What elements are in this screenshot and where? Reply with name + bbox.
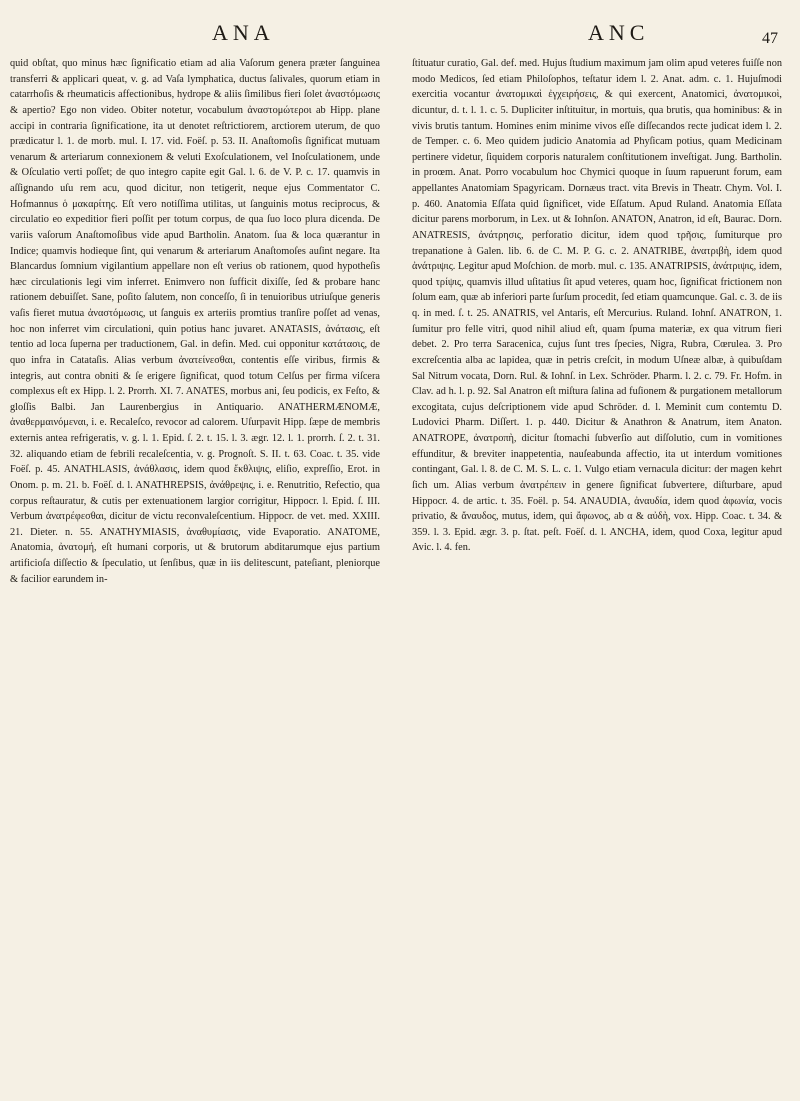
left-running-head: ANA <box>212 20 275 45</box>
page-number: 47 <box>762 30 778 47</box>
right-running-head: ANC <box>588 20 650 45</box>
right-text-column <box>412 56 782 1092</box>
right-column-text: ſtituatur curatio, Gal. def. med. Hujus ſtudium maximum jam olim apud veteres fuiſſe non modo Medicos, ſed etiam Philoſophos, teſtatur idem l. 2. Anat. adm. c. 1. Hujuſmodi exercitia vocantur ἀνατομικαὶ ἐγχειρήσεις, & qui exercent, Anatomici, ἀνατομικοὶ, dicuntur, d. t. l. 1. c. 5. Dupliciter inſtituitur, in mortuis, qua brutis, qua hominibus: & in vivis brutis tantum. Homines enim minime vivos eſſe diſſecandos recte judicat idem l. 2. de Temper. c. 6. Meo quidem judicio Anatomia ad Phyſicam potius, quam Medicinam pertinere videtur, ſiquidem corporis naturalem conſtitutionem inveſtigat. Jung. Bartholin. in proœm. Anat. Porro vocabulum hoc Chymici quoque in ſuum rapuerunt forum, eam appellantes Anatomiam Spagyricam. Dornæus tract. vita Brevis in Theatr. Chym. Vol. I. p. 460. Anatomia Eſſata quid ſignificet, vide Eſſatum. Apud Ruland. Anatomia Eſſata dicitur parens morborum, in Lex. ut & Iohnſon. ANATON, Anatron, id eſt, Baurac. Dorn. ANATRESIS, ἀνάτρησις, perforatio dicitur, idem quod τρῆσις, ſumiturque pro trepanatione à Galen. lib. 6. de C. M. P. G. c. 2. ANATRIBE, ἀνατριβὴ, idem quod ἀνάτριψις. Legitur apud Moſchion. de morb. mul. c. 135. ANATRIPSIS, ἀνάτριψις, idem, quod τρίψις, quamvis illud uſitatius ſit apud veteres, quam hoc, ſignificat frictionem non ſolum eam, quæ ab inferiori parte ſurſum procedit, ſed etiam quamcunque. Gal. c. 3. de iis q. in med. ſ. t. 25. ANATRIS, vel Antaris, eſt Mercurius. Ruland. Iohnſ. ANATRON, 1. ſumitur pro felle vitri, quod nihil aliud eſt, quam ſpuma materiæ, ex qua vitrum fieri debet. 2. Pro terra Saracenica, cujus ſunt tres ſpecies, Nigra, Rubra, Cœrulea. 3. Pro excreſcentia alba ac lapidea, quæ in petris creſcit, in modum Uſneæ albæ, à quibuſdam Sal Nitrum vocata, Dorn. Rul. & Iohnſ. in Lex. Schröder. Pharm. l. 2. c. 79. Fr. Hofm. in Clav. ad h. l. p. 92. Sal Anatron eſt miſtura ſalina ad fuſionem & purgationem metallorum excogitata, cujus deſcriptionem vide apud Schröder. d. l. Meminit cum contemtu D. Ludovici Pharm. Diſſert. 1. p. 440. Dicitur & Anathron & Anatrum, item Anaton. ANATROPE, ἀνατροπὴ, dicitur ſtomachi ſubverſio aut diſſolutio, cum in vomitiones effunditur, & breviter inappetentia, nauſeabunda affectio, ita ut interdum vomitiones contingant, Gal. l. 8. de C. M. S. L. c. 1. Vulgo etiam vernacula dicitur: der magen kehrt ſich um. Alias verbum ἀνατρέπειν in genere ſignificat ſubvertere, diſturbare, apud Hippocr. 4. de artic. t. 35. Foël. p. 54. ANAUDIA, ἀναυδία, idem quod ἀφωνία, vocis privatio, & ἄναυδος, mutus, idem, qui ἄφωνος, ab α & αὐδὴ, vox. Hipp. Coac. t. 34. & 359. l. 3. Epid. ægr. 3. p. ſtat. peſt. Foëſ. d. l. ANCHA, idem, quod Coxa, legitur apud Avic. l. 4. fen. <box>412 58 782 554</box>
left-column-text: quid obſtat, quo minus hæc ſignificatio etiam ad alia Vaſorum genera præter ſanguinea transferri & applicari queat, v. g. ad Vaſa lymphatica, ductus ſalivales, quorum etiam in catarrhoſis & rheumaticis affectionibus, hydrope & aliis ſimilibus fieri ſolet ἀναστόμωσις & apertio? Ego non video. Obiter notetur, vocabulum ἀναστομώτεροι ab Hipp. plane accipi in contraria ſignificatione, ita ut denotet reſtrictiorem, arctiorem uterum, de quo prædicatur l. 1. de morb. mul. I. 17. vid. Foëſ. p. 53. II. Anaſtomoſis ſignificat mutuam venarum & arteriarum connexionem & veluti Exoſculationem, vel Inoſculationem, unde & Oſculatio verti poſſet; de quo integro capite egit Gal. l. 6. de V. P. c. 17. quamvis in aſſignando uſu rem acu, quod dicitur, non tetigerit, neque ejus Commentator C. Hofmannus ὁ μακαρίτης. Eſt vero notiſſima utilitas, ut ſanguinis motus reciprocus, & circulatio eo expeditior fieri poſſit per totum corpus, de qua ſuo loco plura dicenda. De variis vaſorum Anaſtomoſibus vide apud Bartholin. Anatom. ſua & loca quærantur in Indice; quamvis hodieque ſint, qui venarum & arteriarum Anaſtomoſes auſint negare. Ita Blancardus ſomnium vigilantium appellare non eſt verius ob rationem, quod hypotheſis hæc circulationis legi vim inferret. Enimvero non ſufficit dixiſſe, ſed & probare hanc rationem debuiſſet. Sane, poſito ſalutem, non conceſſo, ſi in tenuioribus utriuſque generis vaſis fieret mutua ἀναστόμωσις, ut ſanguis ex arteriis promtius tranſire poſſet ad venas, hoc non inferret vim circulationi, quin potius hanc juvaret. ANATASIS, ἀνάτασις, eſt tentio ad loca ſuperna per traductionem, Gal. in defin. Med. cui opponitur κατάτασις, de quo infra in Catataſis. Alias verbum ἀνατείνεσθαι, contentis eſſe viribus, firmis & integris, aut contra obniti & ſe erigere ſignificat, quod totum Celſus per firma viſcera complexus eſt ex Hipp. l. 2. Prorrh. XI. 7. ANATES, morbus ani, ſeu podicis, ex Feſto, & gloſſis Balbi. Jan Laurenbergius in Antiquario. ANATHERMÆNOMÆ, ἀναθερμαινόμεναι, i. e. Recaleſco, revocor ad calorem. Uſurpavit Hipp. ſæpe de membris externis antea refrigeratis, v. g. l. 1. Epid. ſ. 2. t. 15. l. 3. ægr. 12. l. 1. prorrh. ſ. 2. t. 31. 32. aliquando etiam de febrili recaleſcentia, v. g. Prognoſt. S. II. t. 63. Coac. t. 35. vide Foëſ. p. 45. ANATHLASIS, ἀνάθλασις, idem quod ἔκθλιψις, eliſio, expreſſio, Erot. in Onom. p. m. 21. b. Foëſ. d. l. ANATHREPSIS, ἀνάθρεψις, i. e. Renutritio, Refectio, qua corpus reſtauratur, & cutis per extenuationem largior corrigitur, Hippocr. l. Epid. ſ. III. Verbum ἀνατρέφεσθαι, dicitur de victu reconvaleſcentium. Hippocr. de vet. med. XXIII. 21. Dieter. n. 55. ANATHYMIASIS, ἀναθυμίασις, vide Evaporatio. ANATOME, Anatomia, ἀνατομή, eſt humani corporis, ut & brutorum abditarumque ejus partium artificioſa diſſectio & ſpeculatio, ut ſenſibus, quæ in iis delitescunt, pateſiant, pleniorque & facilior earundem in- <box>10 58 380 585</box>
running-header <box>0 10 800 50</box>
left-text-column <box>10 56 380 1092</box>
